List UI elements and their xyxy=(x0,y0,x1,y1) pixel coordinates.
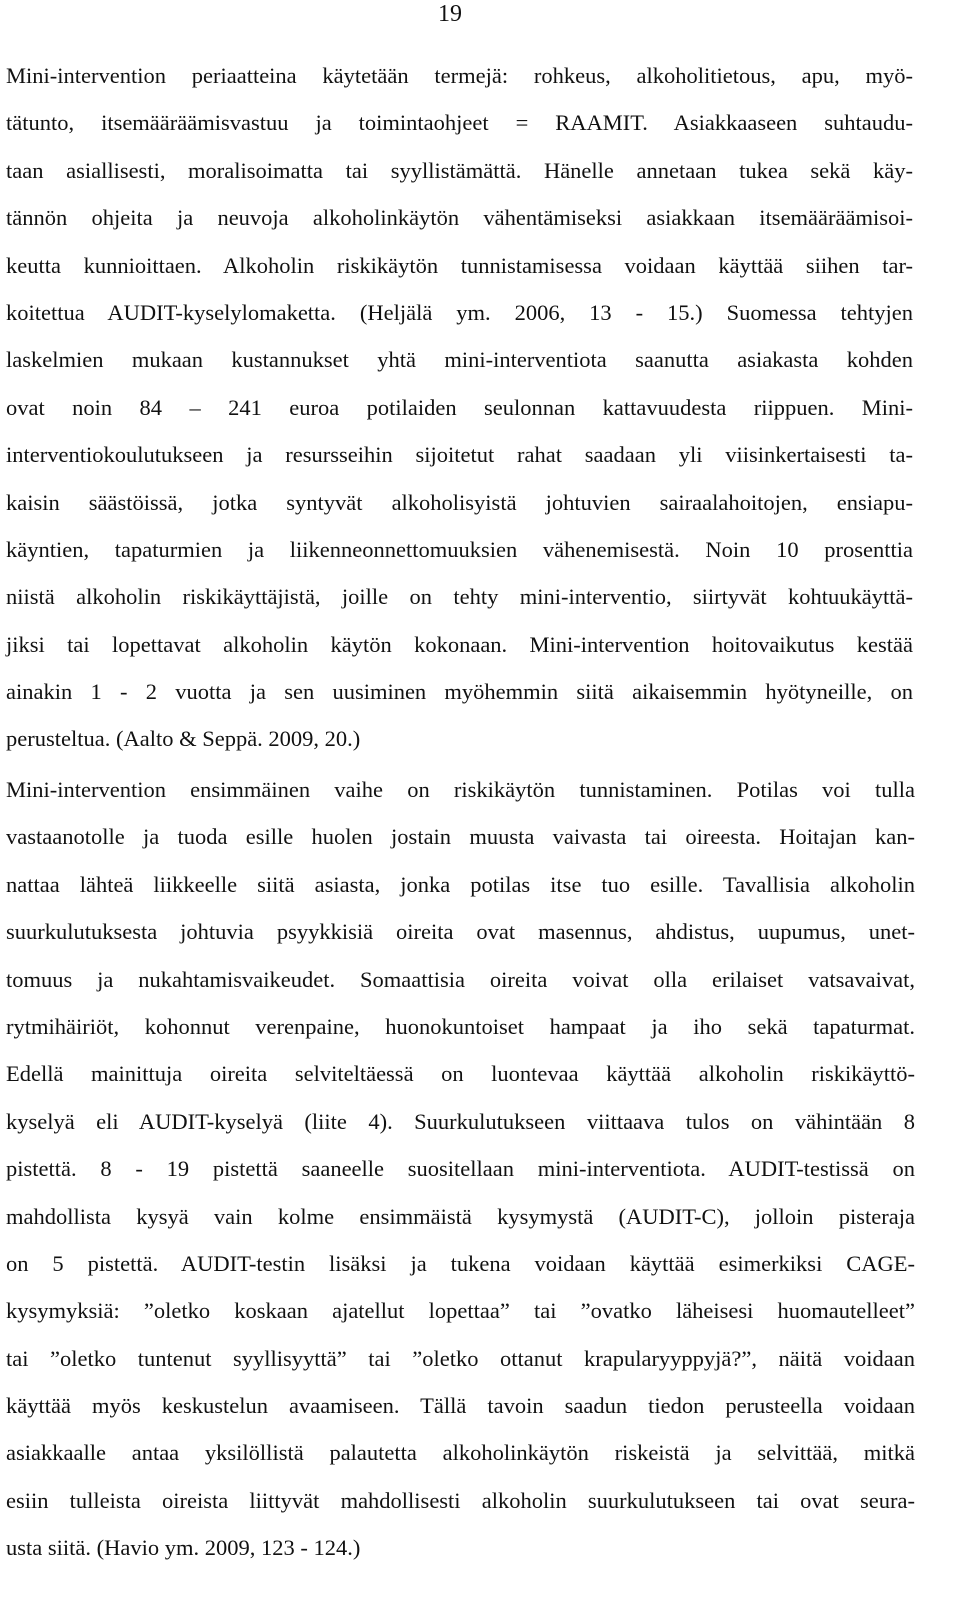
page-number: 19 xyxy=(438,1,462,27)
text-line: kaisin säästöissä, jotka syntyvät alkoholisyistä johtuvien sairaalahoitojen, ensiapu- xyxy=(6,489,913,515)
text-line: käyntien, tapaturmien ja liikenneonnettomuuksien vähenemisestä. Noin 10 prosenttia xyxy=(6,536,913,562)
text-line: tätunto, itsemääräämisvastuu ja toimintaohjeet = RAAMIT. Asiakkaaseen suhtaudu- xyxy=(6,110,913,136)
text-line: Mini-intervention ensimmäinen vaihe on riskikäytön tunnistaminen. Potilas voi tulla xyxy=(6,777,915,802)
text-line: kysymyksiä: ”oletko koskaan ajatellut lopettaa” tai ”ovatko läheisesi huomautelleet” xyxy=(6,1298,915,1324)
text-line: nattaa lähteä liikkeelle siitä asiasta, jonka potilas itse tuo esille. Tavallisia alkoholin xyxy=(6,871,915,897)
paragraph-1 xyxy=(6,52,913,763)
text-line: tännön ohjeita ja neuvoja alkoholinkäytön vähentämiseksi asiakkaan itsemääräämisoi- xyxy=(6,205,913,231)
text-line: käyttää myös keskustelun avaamiseen. Tällä tavoin saadun tiedon perusteella voidaan xyxy=(6,1393,915,1419)
text-line: mahdollista kysyä vain kolme ensimmäistä kysymystä (AUDIT-C), jolloin pisteraja xyxy=(6,1203,915,1229)
text-line: Mini-intervention periaatteina käytetään termejä: rohkeus, alkoholitietous, apu, myö- xyxy=(6,63,913,88)
text-line: pistettä. 8 - 19 pistettä saaneelle suositellaan mini-interventiota. AUDIT-testissä on xyxy=(6,1156,915,1182)
text-line: ainakin 1 - 2 vuotta ja sen uusiminen myöhemmin siitä aikaisemmin hyötyneille, on xyxy=(6,679,913,705)
text-line: ovat noin 84 – 241 euroa potilaiden seulonnan kattavuudesta riippuen. Mini- xyxy=(6,394,913,420)
paragraph-2 xyxy=(6,766,915,1572)
text-line: vastaanotolle ja tuoda esille huolen jostain muusta vaivasta tai oireesta. Hoitajan kan- xyxy=(6,824,915,850)
text-line: koitettua AUDIT-kyselylomaketta. (Heljälä ym. 2006, 13 - 15.) Suomessa tehtyjen xyxy=(6,299,913,325)
text-line: kyselyä eli AUDIT-kyselyä (liite 4). Suurkulutukseen viittaava tulos on vähintään 8 xyxy=(6,1108,915,1134)
text-line: laskelmien mukaan kustannukset yhtä mini-interventiota saanutta asiakasta kohden xyxy=(6,347,913,373)
text-line: asiakkaalle antaa yksilöllistä palautetta alkoholinkäytön riskeistä ja selvittää, mitkä xyxy=(6,1440,915,1466)
text-line: esiin tulleista oireista liittyvät mahdollisesti alkoholin suurkulutukseen tai ovat seura- xyxy=(6,1487,915,1513)
text-line: interventiokoulutukseen ja resursseihin sijoitetut rahat saadaan yli viisinkertaisesti ta- xyxy=(6,442,913,468)
text-line: taan asiallisesti, moralisoimatta tai syyllistämättä. Hänelle annetaan tukea sekä käy- xyxy=(6,157,913,183)
text-line: niistä alkoholin riskikäyttäjistä, joille on tehty mini-interventio, siirtyvät kohtuukäyttä- xyxy=(6,584,913,610)
text-line: Edellä mainittuja oireita selviteltäessä on luontevaa käyttää alkoholin riskikäyttö- xyxy=(6,1061,915,1087)
text-line: usta siitä. (Havio ym. 2009, 123 - 124.) xyxy=(6,1535,361,1561)
text-line: tomuus ja nukahtamisvaikeudet. Somaattisia oireita voivat olla erilaiset vatsavaivat, xyxy=(6,966,915,992)
text-line: tai ”oletko tuntenut syyllisyyttä” tai ”oletko ottanut krapularyyppyjä?”, näitä voidaan xyxy=(6,1345,915,1371)
text-line: perusteltua. (Aalto & Seppä. 2009, 20.) xyxy=(6,726,361,752)
text-line: suurkulutuksesta johtuvia psyykkisiä oireita ovat masennus, ahdistus, uupumus, unet- xyxy=(6,919,915,945)
text-line: rytmihäiriöt, kohonnut verenpaine, huonokuntoiset hampaat ja iho sekä tapaturmat. xyxy=(6,1013,915,1039)
text-line: keutta kunnioittaen. Alkoholin riskikäytön tunnistamisessa voidaan käyttää siihen tar- xyxy=(6,252,913,278)
text-line: jiksi tai lopettavat alkoholin käytön kokonaan. Mini-intervention hoitovaikutus kestää xyxy=(6,631,913,657)
text-line: on 5 pistettä. AUDIT-testin lisäksi ja tukena voidaan käyttää esimerkiksi CAGE- xyxy=(6,1250,915,1276)
